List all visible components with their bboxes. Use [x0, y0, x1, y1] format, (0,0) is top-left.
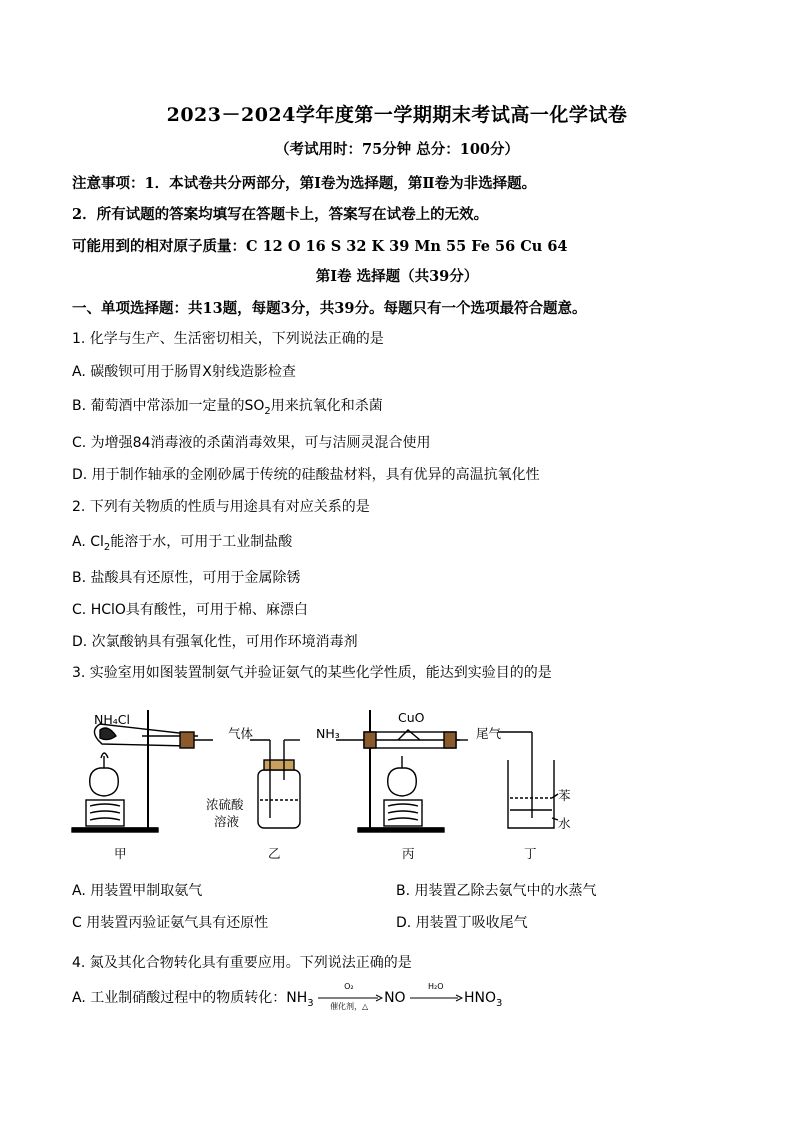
benzene-label: 苯 [558, 788, 571, 803]
water-label: 水 [558, 816, 571, 831]
nh4cl-label: NH₄Cl [94, 712, 130, 727]
q3-stem: 3. 实验室用如图装置制氨气并验证氨气的某些化学性质，能达到实验目的的是 [72, 665, 552, 681]
q2-option-d: D. 次氯酸钠具有强氧化性，可用作环境消毒剂 [72, 634, 358, 650]
q3-option-a: A. 用装置甲制取氨气 [72, 883, 203, 899]
q1-option-b-post: 用来抗氧化和杀菌 [270, 398, 383, 414]
exam-info: （考试用时：75分钟 总分：100分） [275, 141, 519, 158]
page-title: 2023－2024学年度第一学期期末考试高一化学试卷 [166, 104, 628, 126]
nh3-formula: NH [286, 990, 308, 1006]
q4-stem: 4. 氮及其化合物转化具有重要应用。下列说法正确的是 [72, 955, 412, 971]
q1-option-a: A. 碳酸钡可用于肠胃X射线造影检查 [72, 364, 296, 380]
q2-stem: 2. 下列有关物质的性质与用途具有对应关系的是 [72, 499, 370, 515]
notice-1: 注意事项：1．本试卷共分两部分，第Ⅰ卷为选择题，第Ⅱ卷为非选择题。 [72, 175, 537, 192]
q2-c-pre: C. [72, 602, 91, 618]
q3-option-d: D. 用装置丁吸收尾气 [396, 915, 528, 931]
hno3-formula: HNO [464, 990, 497, 1006]
so2-text: SO [244, 398, 265, 414]
q1-option-b [72, 395, 383, 417]
section1-heading: 一、单项选择题：共13题，每题3分，共39分。每题只有一个选项最符合题意。 [72, 300, 587, 317]
q2-c-post: 具有酸性，可用于棉、麻漂白 [125, 602, 308, 618]
q4-a-pre: A. 工业制硝酸过程中的物质转化： [72, 990, 287, 1006]
cl2-text: Cl [90, 534, 104, 550]
q2-a-post: 能溶于水，可用于工业制盐酸 [110, 534, 293, 550]
cuo-label: CuO [398, 710, 425, 725]
q2-option-c [72, 599, 308, 619]
q1-option-c: C. 为增强84消毒液的杀菌消毒效果，可与洁厕灵混合使用 [72, 435, 431, 451]
arrow1-bottom-label: 催化剂，△ [330, 1002, 369, 1011]
reaction-arrow-2 [410, 982, 464, 1005]
acid-label-1: 浓硫酸 [206, 797, 244, 812]
nh3-label: NH₃ [316, 726, 340, 741]
nh3-sub: 3 [307, 997, 314, 1009]
arrow2-top-label: H₂O [428, 982, 444, 991]
no-formula: NO [384, 990, 406, 1006]
q4-option-a [72, 982, 503, 1011]
so2-formula [244, 398, 271, 417]
q1-option-d: D. 用于制作轴承的金刚砂属于传统的硅酸盐材料，具有优异的高温抗氧化性 [72, 467, 540, 483]
reaction-arrow-1 [318, 982, 384, 1011]
caption-yi: 乙 [268, 846, 281, 861]
q1-option-b-pre: B. 葡萄酒中常添加一定量的 [72, 398, 245, 414]
caption-ding: 丁 [524, 846, 537, 861]
hno3-sub: 3 [496, 997, 503, 1009]
caption-jia: 甲 [114, 846, 127, 861]
caption-bing: 丙 [402, 846, 415, 861]
atomic-masses: 可能用到的相对原子质量：C 12 O 16 S 32 K 39 Mn 55 Fe 56 Cu 64 [72, 238, 568, 255]
tail-gas-label: 尾气 [476, 726, 502, 741]
q2-option-a [72, 531, 292, 553]
part1-heading: 第Ⅰ卷 选择题（共39分） [315, 268, 479, 285]
arrow1-top-label: O₂ [344, 982, 354, 991]
acid-label-2: 溶液 [214, 814, 240, 829]
so2-sub: 2 [264, 405, 271, 417]
cl2-sub: 2 [103, 541, 111, 553]
q3-option-b: B. 用装置乙除去氨气中的水蒸气 [396, 883, 597, 899]
q2-option-b: B. 盐酸具有还原性，可用于金属除锈 [72, 570, 301, 586]
q1-stem: 1. 化学与生产、生活密切相关，下列说法正确的是 [72, 331, 384, 347]
hclo-text: HClO [90, 602, 126, 618]
gas-label: 气体 [228, 726, 254, 741]
q3-option-c: C 用装置丙验证氨气具有还原性 [72, 915, 269, 931]
apparatus-figure [68, 700, 588, 870]
notice-2: 2．所有试题的答案均填写在答题卡上，答案写在试卷上的无效。 [72, 206, 489, 223]
arrow2-shape [410, 991, 464, 1005]
q2-a-pre: A. [72, 534, 91, 550]
